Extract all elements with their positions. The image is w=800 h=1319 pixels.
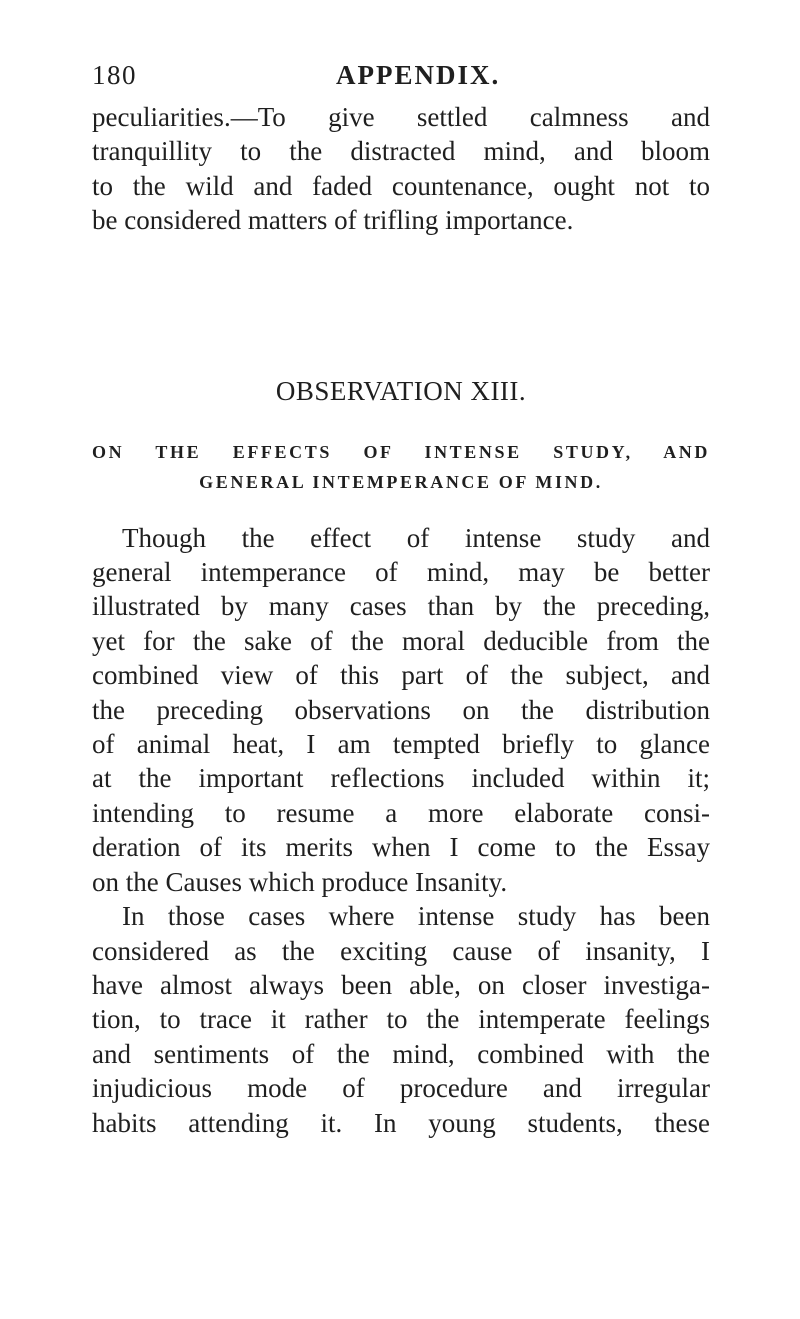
body-paragraph-2 (92, 899, 710, 1140)
text-line: of animal heat, I am tempted briefly to glance (92, 729, 710, 760)
text-line: at the important reflections included within it; (92, 763, 710, 794)
text-line: tranquillity to the distracted mind, and bloom (92, 136, 710, 167)
text-line: peculiarities.—To give settled calmness and (92, 102, 710, 132)
text-line: habits attending it. In young students, these (92, 1107, 710, 1138)
section-subheading (92, 437, 710, 497)
text-line: In those cases where intense study has been (122, 901, 710, 932)
text-line: combined view of this part of the subject, and (92, 660, 710, 691)
text-line: intending to resume a more elaborate consi- (92, 797, 710, 828)
text-line: and sentiments of the mind, combined with the (92, 1038, 710, 1069)
page-number: 180 (92, 60, 137, 90)
text-line: have almost always been able, on closer investiga- (92, 969, 710, 1000)
intro-paragraph (92, 100, 710, 238)
subheading-line: GENERAL INTEMPERANCE OF MIND. (199, 471, 603, 492)
text-line: injudicious mode of procedure and irregular (92, 1073, 710, 1104)
running-title: APPENDIX. (336, 60, 501, 90)
text-line: illustrated by many cases than by the preceding, (92, 591, 710, 622)
text-line: on the Causes which produce Insanity. (92, 866, 508, 897)
subheading-line: ON THE EFFECTS OF INTENSE STUDY, AND (92, 441, 710, 462)
text-line: Though the effect of intense study and (122, 522, 710, 553)
text-line: general intemperance of mind, may be better (92, 557, 710, 588)
text-line: the preceding observations on the distribution (92, 694, 710, 725)
text-line: yet for the sake of the moral deducible from the (92, 625, 710, 656)
book-page (92, 60, 710, 1140)
text-line: tion, to trace it rather to the intemperate feelings (92, 1004, 710, 1035)
text-line: considered as the exciting cause of insanity, I (92, 935, 710, 966)
body-paragraph-1 (92, 521, 710, 899)
text-line: be considered matters of trifling importance. (92, 205, 574, 236)
section-heading: OBSERVATION XIII. (275, 375, 527, 406)
text-line: to the wild and faded countenance, ought not to (92, 170, 710, 201)
text-line: deration of its merits when I come to the Essay (92, 832, 710, 863)
running-head (92, 60, 710, 100)
